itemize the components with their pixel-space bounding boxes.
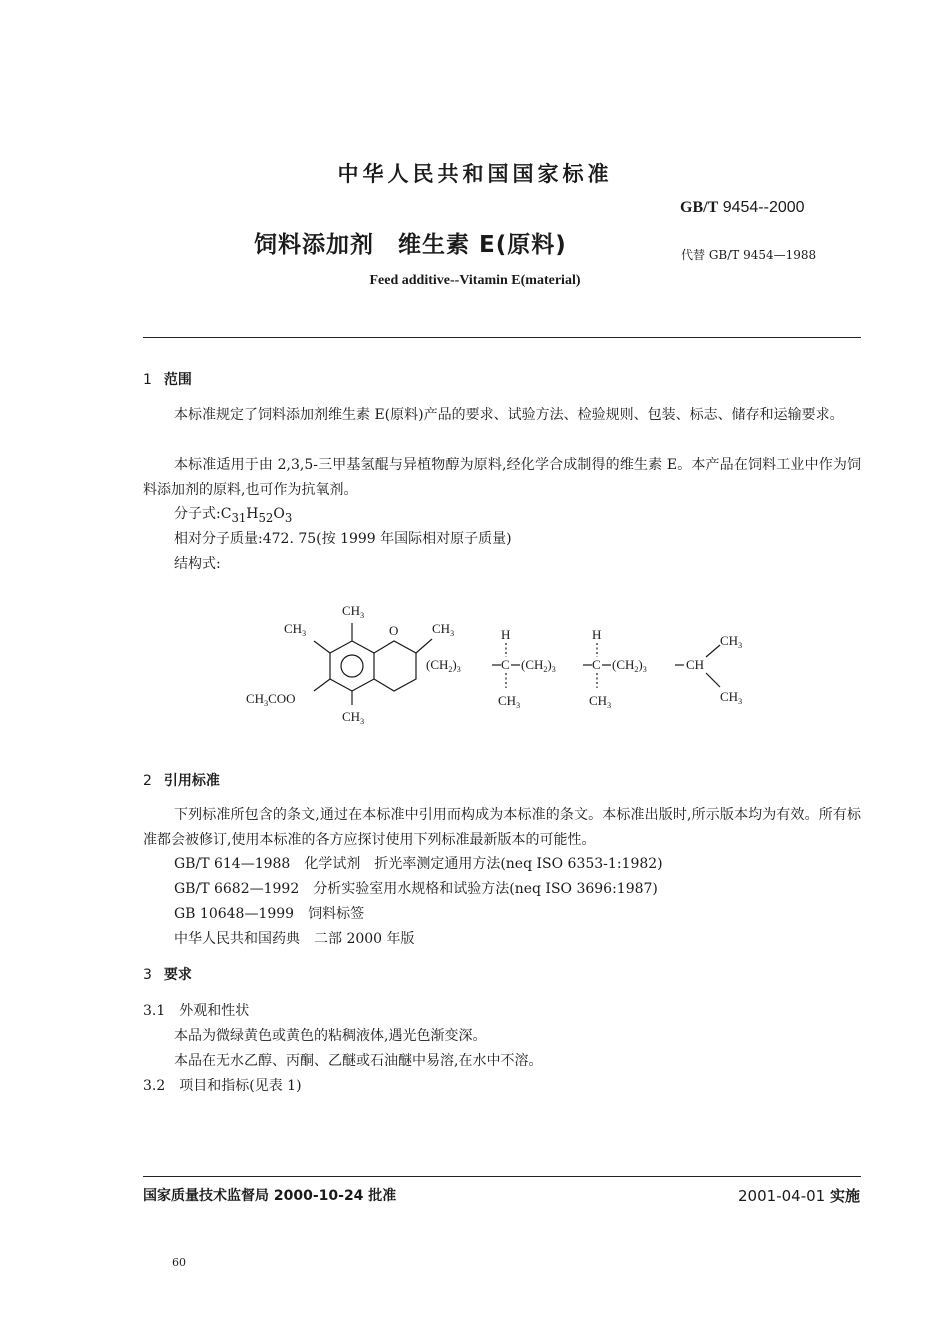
section-3-title: 要求 xyxy=(163,967,192,983)
benzene-ring xyxy=(330,641,374,691)
subsection-3-2-number: 3.2 xyxy=(143,1078,166,1094)
formula-h-count: 52 xyxy=(258,510,274,525)
ring-oxygen: O xyxy=(389,623,399,638)
structure-label: 结构式: xyxy=(174,556,221,572)
section-1-title: 范围 xyxy=(163,372,192,388)
implementation-statement xyxy=(738,1185,860,1206)
standard-code-prefix: GB/T xyxy=(680,199,719,216)
ch3-terminal-top: $CH_3$ xyxy=(720,633,743,650)
appearance-description: 本品为微绿黄色或黄色的粘稠液体,遇光色渐变深。 xyxy=(174,1028,487,1044)
footer-divider xyxy=(143,1176,861,1177)
section-3-heading xyxy=(143,964,192,984)
reference-item: 中华人民共和国药典 二部 2000 年版 xyxy=(174,931,415,947)
section-1-paragraph-1: 本标准规定了饲料添加剂维生素 E(原料)产品的要求、试验方法、检验规则、包装、标志、储存和运输要求。 xyxy=(174,407,844,423)
section-1-number: 1 xyxy=(143,372,152,388)
formula-c-count: 31 xyxy=(231,510,247,525)
carbon-1: C xyxy=(501,657,510,672)
section-2-paragraph: 下列标准所包含的条文,通过在本标准中引用而构成为本标准的条文。本标准出版时,所示版本均为有效。所有标准都会被修订,使用本标准的各方应探讨使用下列标准最新版本的可能性。 xyxy=(143,807,861,848)
formula-h-label: H xyxy=(246,506,259,522)
solubility-description: 本品在无水乙醇、丙酮、乙醚或石油醚中易溶,在水中不溶。 xyxy=(174,1053,543,1069)
subsection-3-2-title: 项目和指标(见表 1) xyxy=(179,1078,302,1094)
section-1-paragraph-2: 本标准适用于由 2,3,5-三甲基氢醌与异植物醇为原料,经化学合成制得的维生素 E。本产品在饲料工业中作为饲料添加剂的原料,也可作为抗氧剂。 xyxy=(143,457,861,498)
reference-item: GB 10648—1999 饲料标签 xyxy=(174,906,365,922)
standard-category-title: 中华人民共和国国家标准 xyxy=(337,162,613,186)
hydrogen-2: H xyxy=(592,627,602,642)
section-2-number: 2 xyxy=(143,773,152,789)
acetate-group: $CH_3COO$ xyxy=(246,691,296,708)
subsection-3-1-number: 3.1 xyxy=(143,1003,166,1019)
chain-segment-1: $(CH_2)_3$ xyxy=(426,657,461,674)
carbon-2: C xyxy=(592,657,601,672)
reference-item: GB/T 614—1988 化学试剂 折光率测定通用方法(neq ISO 6353-1:1982) xyxy=(174,856,663,872)
subsection-3-1 xyxy=(143,1000,249,1020)
hydrogen-1: H xyxy=(501,627,511,642)
reference-item: GB/T 6682—1992 分析实验室用水规格和试验方法(neq ISO 3696:1987) xyxy=(174,881,658,897)
implementation-word: 实施 xyxy=(829,1187,860,1205)
structural-formula-diagram xyxy=(240,595,780,735)
ch3-terminal-bottom: $CH_3$ xyxy=(720,689,743,706)
ch3-chiral-2: $CH_3$ xyxy=(589,693,612,710)
section-1-heading xyxy=(143,369,192,389)
molecular-mass: 相对分子质量:472. 75(按 1999 年国际相对原子质量) xyxy=(174,531,512,547)
page-number: 60 xyxy=(172,1256,186,1269)
chain-segment-3: $(CH_2)_3$ xyxy=(612,657,647,674)
section-2-title: 引用标准 xyxy=(163,773,220,789)
implementation-date: 2001-04-01 xyxy=(738,1187,826,1205)
ch3-bottom: $CH_3$ xyxy=(342,709,365,726)
ch3-chiral-1: $CH_3$ xyxy=(498,693,521,710)
section-3-number: 3 xyxy=(143,967,152,983)
english-title: Feed additive--Vitamin E(material) xyxy=(369,273,581,288)
ch3-top: $CH_3$ xyxy=(342,603,365,620)
ch3-left: $CH_3$ xyxy=(284,621,307,638)
chain-segment-2: $(CH_2)_3$ xyxy=(521,657,556,674)
section-2-heading xyxy=(143,770,220,790)
pyran-ring xyxy=(374,641,416,691)
replaces-standard: 代替 GB/T 9454—1988 xyxy=(681,248,817,262)
aromatic-circle xyxy=(341,655,363,677)
ch3-c2: $CH_3$ xyxy=(432,621,455,638)
terminal-ch: CH xyxy=(686,657,705,672)
approval-statement: 国家质量技术监督局 2000-10-24 批准 xyxy=(143,1188,397,1204)
formula-label: 分子式:C xyxy=(174,506,232,522)
document-title: 饲料添加剂 维生素 E(原料) xyxy=(254,232,567,258)
standard-code xyxy=(680,199,805,217)
subsection-3-1-title: 外观和性状 xyxy=(179,1003,250,1019)
formula-o-count: 3 xyxy=(284,510,293,525)
formula-o-label: O xyxy=(273,506,285,522)
molecular-formula xyxy=(174,503,292,525)
header-divider xyxy=(143,337,861,338)
standard-code-number: 9454--2000 xyxy=(722,199,805,216)
subsection-3-2 xyxy=(143,1075,302,1095)
